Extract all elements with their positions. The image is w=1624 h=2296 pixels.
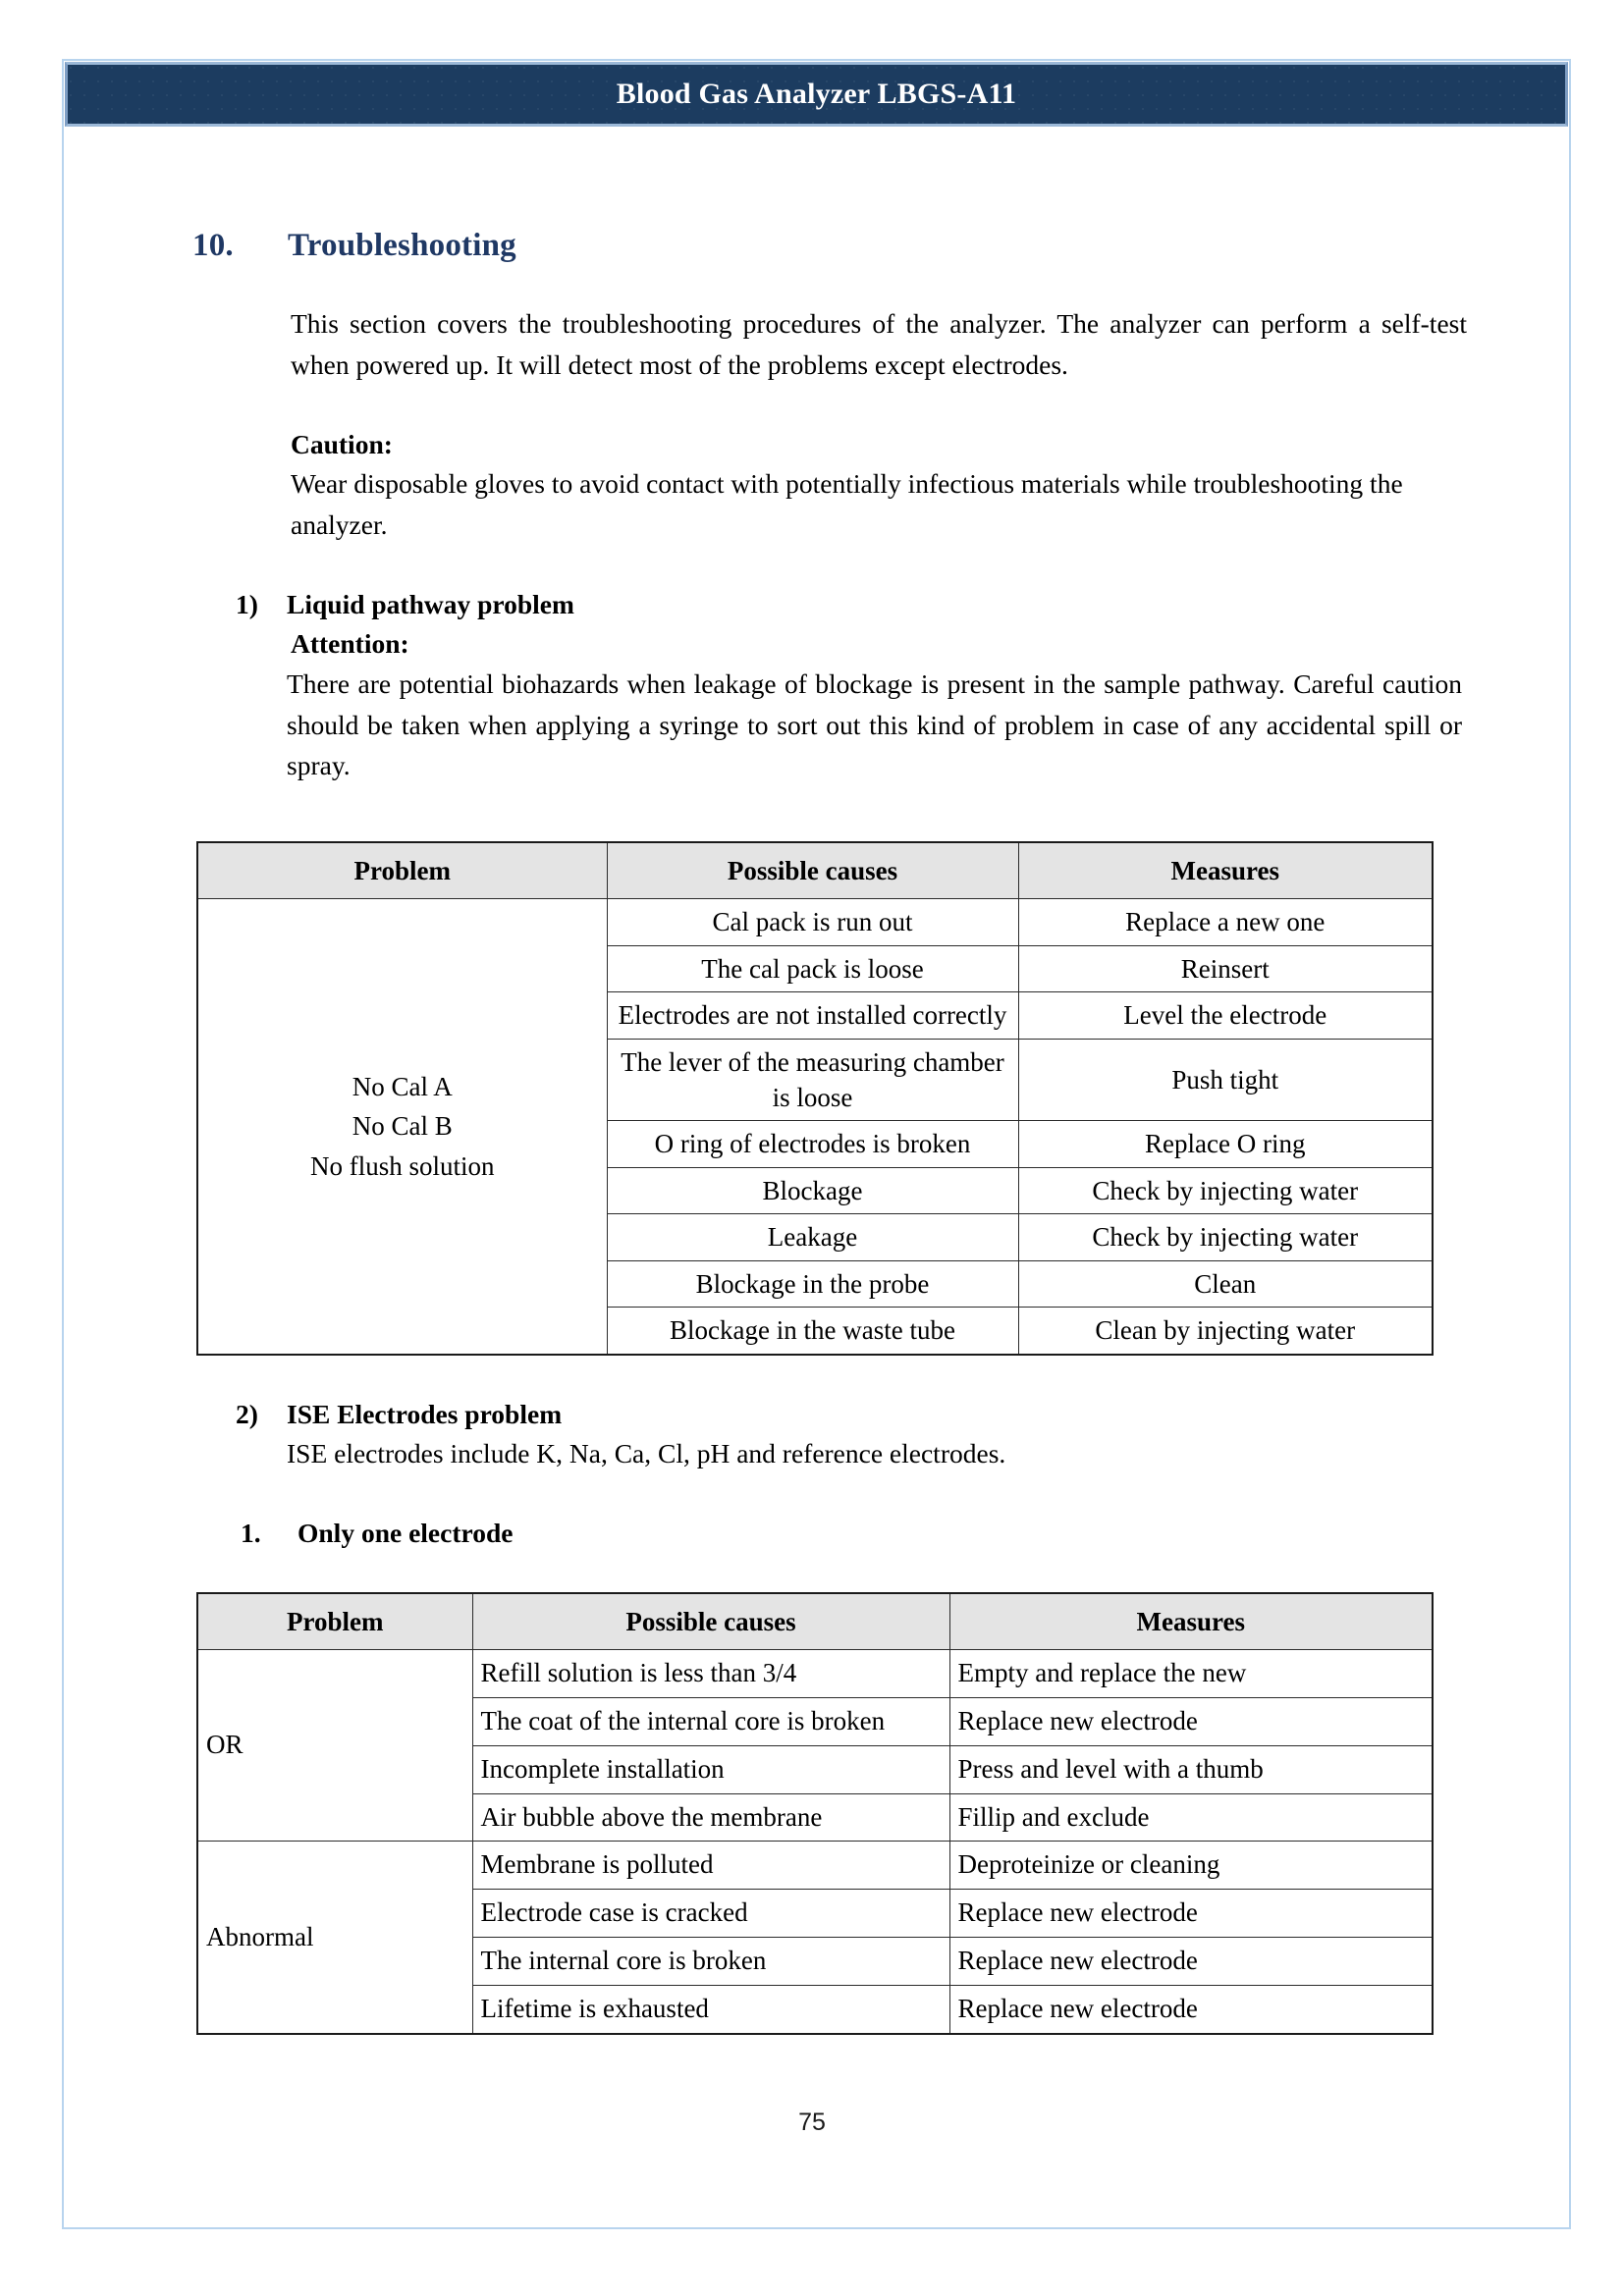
table-row	[197, 899, 1433, 945]
table2-problem-cell: Abnormal	[197, 1842, 472, 2034]
table1-problem-cell	[197, 899, 607, 1355]
table1-measure-cell: Level the electrode	[1018, 992, 1433, 1039]
section-title: Troubleshooting	[288, 228, 516, 263]
caution-label: Caution:	[291, 428, 393, 459]
sub-item-title: Only one electrode	[298, 1518, 514, 1549]
attention-paragraph: There are potential biohazards when leakage of blockage is present in the sample pathway. Careful caution should be taken when applying a syringe to sort out this kind of problem in case of any accidental spill or spray.	[287, 667, 1462, 781]
table1-problem-line: No flush solution	[309, 1150, 495, 1181]
table2-measure-cell: Deproteinize or cleaning	[949, 1842, 1433, 1890]
liquid-pathway-table	[196, 841, 1434, 1355]
table2-cause-cell: The coat of the internal core is broken	[472, 1697, 949, 1745]
table1-problem-line: No Cal B	[352, 1111, 453, 1142]
sub-item-only-one-electrode	[241, 1514, 1624, 1553]
table1-measure-cell: Check by injecting water	[1018, 1167, 1433, 1213]
table1-cause-cell: The cal pack is loose	[607, 945, 1018, 991]
electrode-problem-table-wrapper	[196, 1592, 1624, 2034]
table2-measure-cell: Replace new electrode	[949, 1937, 1433, 1985]
document-content	[0, 147, 1624, 2035]
table-header-row	[197, 1593, 1433, 1650]
table1-measure-cell: Reinsert	[1018, 945, 1433, 991]
table1-header-problem: Problem	[197, 842, 607, 899]
table2-cause-cell: The internal core is broken	[472, 1937, 949, 1985]
list-item-title: Liquid pathway problem	[287, 589, 574, 620]
table1-header-measures: Measures	[1018, 842, 1433, 899]
ise-electrodes-paragraph: ISE electrodes include K, Na, Ca, Cl, pH and reference electrodes.	[287, 1438, 1006, 1469]
list-marker: 1)	[236, 589, 258, 620]
table1-problem-line: No Cal A	[352, 1071, 453, 1101]
table1-cause-cell: Blockage in the waste tube	[607, 1308, 1018, 1355]
table2-cause-cell: Refill solution is less than 3/4	[472, 1650, 949, 1698]
table2-measure-cell: Replace new electrode	[949, 1697, 1433, 1745]
table2-cause-cell: Incomplete installation	[472, 1745, 949, 1793]
attention-label: Attention:	[291, 627, 409, 659]
list-marker: 2)	[236, 1398, 258, 1429]
table2-measure-cell: Press and level with a thumb	[949, 1745, 1433, 1793]
document-header-banner	[65, 62, 1568, 127]
list-item-title: ISE Electrodes problem	[287, 1398, 563, 1429]
table1-cause-cell: Blockage	[607, 1167, 1018, 1213]
table1-measure-cell: Check by injecting water	[1018, 1214, 1433, 1260]
table2-cause-cell: Air bubble above the membrane	[472, 1793, 949, 1842]
electrode-problem-table	[196, 1592, 1434, 2034]
page-number: 75	[798, 2109, 826, 2136]
table1-measure-cell: Replace O ring	[1018, 1121, 1433, 1167]
table1-measure-cell: Replace a new one	[1018, 899, 1433, 945]
table1-cause-cell: Electrodes are not installed correctly	[607, 992, 1018, 1039]
document-header-title: Blood Gas Analyzer LBGS-A11	[616, 78, 1017, 110]
section-number: 10.	[192, 228, 234, 263]
table2-measure-cell: Replace new electrode	[949, 1890, 1433, 1938]
list-item-liquid-pathway	[236, 585, 1467, 624]
table2-measure-cell: Empty and replace the new	[949, 1650, 1433, 1698]
table-row	[197, 1842, 1433, 1890]
table2-problem-cell: OR	[197, 1650, 472, 1842]
table1-measure-cell: Clean	[1018, 1260, 1433, 1307]
table-header-row	[197, 842, 1433, 899]
table1-cause-cell: O ring of electrodes is broken	[607, 1121, 1018, 1167]
table1-cause-cell: Leakage	[607, 1214, 1018, 1260]
table1-cause-cell: The lever of the measuring chamber is loose	[607, 1039, 1018, 1121]
table-row	[197, 1650, 1433, 1698]
table2-cause-cell: Lifetime is exhausted	[472, 1985, 949, 2033]
table2-header-problem: Problem	[197, 1593, 472, 1650]
table2-header-causes: Possible causes	[472, 1593, 949, 1650]
table1-measure-cell: Push tight	[1018, 1039, 1433, 1121]
table2-cause-cell: Membrane is polluted	[472, 1842, 949, 1890]
liquid-pathway-table-wrapper	[196, 841, 1624, 1355]
caution-paragraph: Wear disposable gloves to avoid contact with potentially infectious materials while troubleshooting the analyzer.	[291, 468, 1403, 541]
table2-cause-cell: Electrode case is cracked	[472, 1890, 949, 1938]
sub-item-marker: 1.	[241, 1518, 261, 1549]
table2-measure-cell: Fillip and exclude	[949, 1793, 1433, 1842]
section-heading	[192, 228, 1624, 264]
table2-header-measures: Measures	[949, 1593, 1433, 1650]
table1-measure-cell: Clean by injecting water	[1018, 1308, 1433, 1355]
list-item-ise-electrodes	[236, 1395, 1467, 1434]
table2-measure-cell: Replace new electrode	[949, 1985, 1433, 2033]
table1-cause-cell: Cal pack is run out	[607, 899, 1018, 945]
table1-cause-cell: Blockage in the probe	[607, 1260, 1018, 1307]
section-intro-paragraph: This section covers the troubleshooting procedures of the analyzer. The analyzer can perform a self-test when powered up. It will detect most of the problems except electrodes.	[291, 308, 1467, 380]
table1-header-causes: Possible causes	[607, 842, 1018, 899]
